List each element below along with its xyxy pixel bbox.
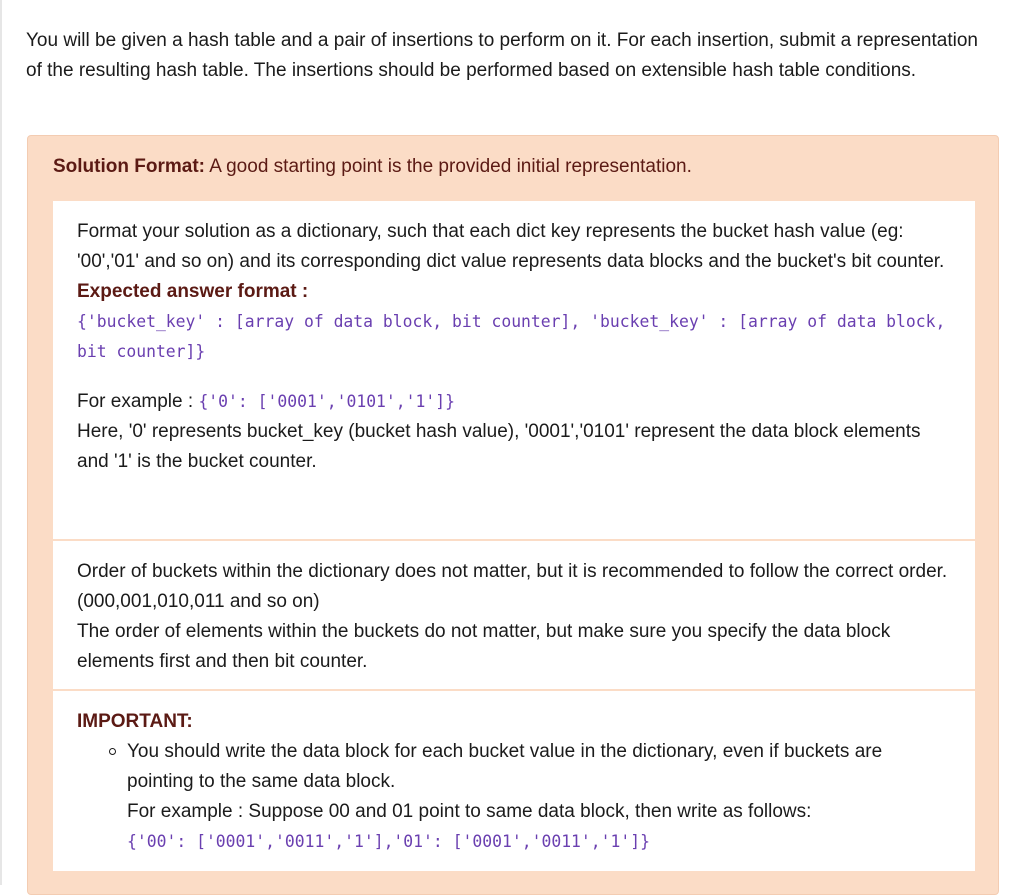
example-explanation: Here, '0' represents bucket_key (bucket hash value), '0001','0101' represent the data block elements and '1' is the bucket counter. bbox=[77, 421, 921, 472]
format-description: Format your solution as a dictionary, such that each dict key represents the bucket hash value (eg: '00','01' and so on) and its corresponding dict value represents data blocks and the bucket's bit counter. bbox=[77, 221, 945, 272]
intro-paragraph: You will be given a hash table and a pair of insertions to perform on it. For each insertion, submit a representation of the resulting hash table. The insertions should be performed based on extensible hash table conditions. bbox=[26, 30, 978, 81]
solution-format-panel bbox=[27, 135, 999, 895]
solution-format-heading bbox=[53, 152, 692, 182]
example-code: {'0': ['0001','0101','1']} bbox=[198, 392, 456, 411]
solution-format-label: Solution Format: bbox=[53, 156, 205, 177]
important-bullet-text: You should write the data block for each bucket value in the dictionary, even if buckets are pointing to the same data block. bbox=[127, 741, 883, 792]
example-line bbox=[77, 387, 951, 417]
element-order-note: The order of elements within the buckets do not matter, but make sure you specify the data block elements first and then bit counter. bbox=[77, 621, 891, 672]
important-card bbox=[53, 691, 975, 871]
ordering-notes-card bbox=[53, 541, 975, 689]
circle-bullet-icon bbox=[109, 748, 116, 755]
solution-format-text: A good starting point is the provided initial representation. bbox=[204, 156, 692, 177]
example-label: For example : bbox=[77, 391, 199, 412]
bucket-order-note: Order of buckets within the dictionary does not matter, but it is recommended to follow the correct order. (000,001,010,011 and so on) bbox=[77, 561, 948, 612]
list-item bbox=[127, 737, 951, 857]
expected-format-label: Expected answer format : bbox=[77, 281, 309, 302]
important-list bbox=[77, 737, 951, 857]
important-example-code: {'00': ['0001','0011','1'],'01': ['0001','0011','1']} bbox=[127, 832, 651, 851]
expected-format-code: {'bucket_key' : [array of data block, bit counter], 'bucket_key' : [array of data block, bit counter]} bbox=[77, 312, 956, 361]
spacer bbox=[77, 367, 951, 387]
important-label: IMPORTANT: bbox=[77, 711, 193, 732]
left-border bbox=[0, 0, 2, 885]
format-instructions-card bbox=[53, 201, 975, 539]
important-example-text: For example : Suppose 00 and 01 point to same data block, then write as follows: bbox=[127, 801, 812, 822]
